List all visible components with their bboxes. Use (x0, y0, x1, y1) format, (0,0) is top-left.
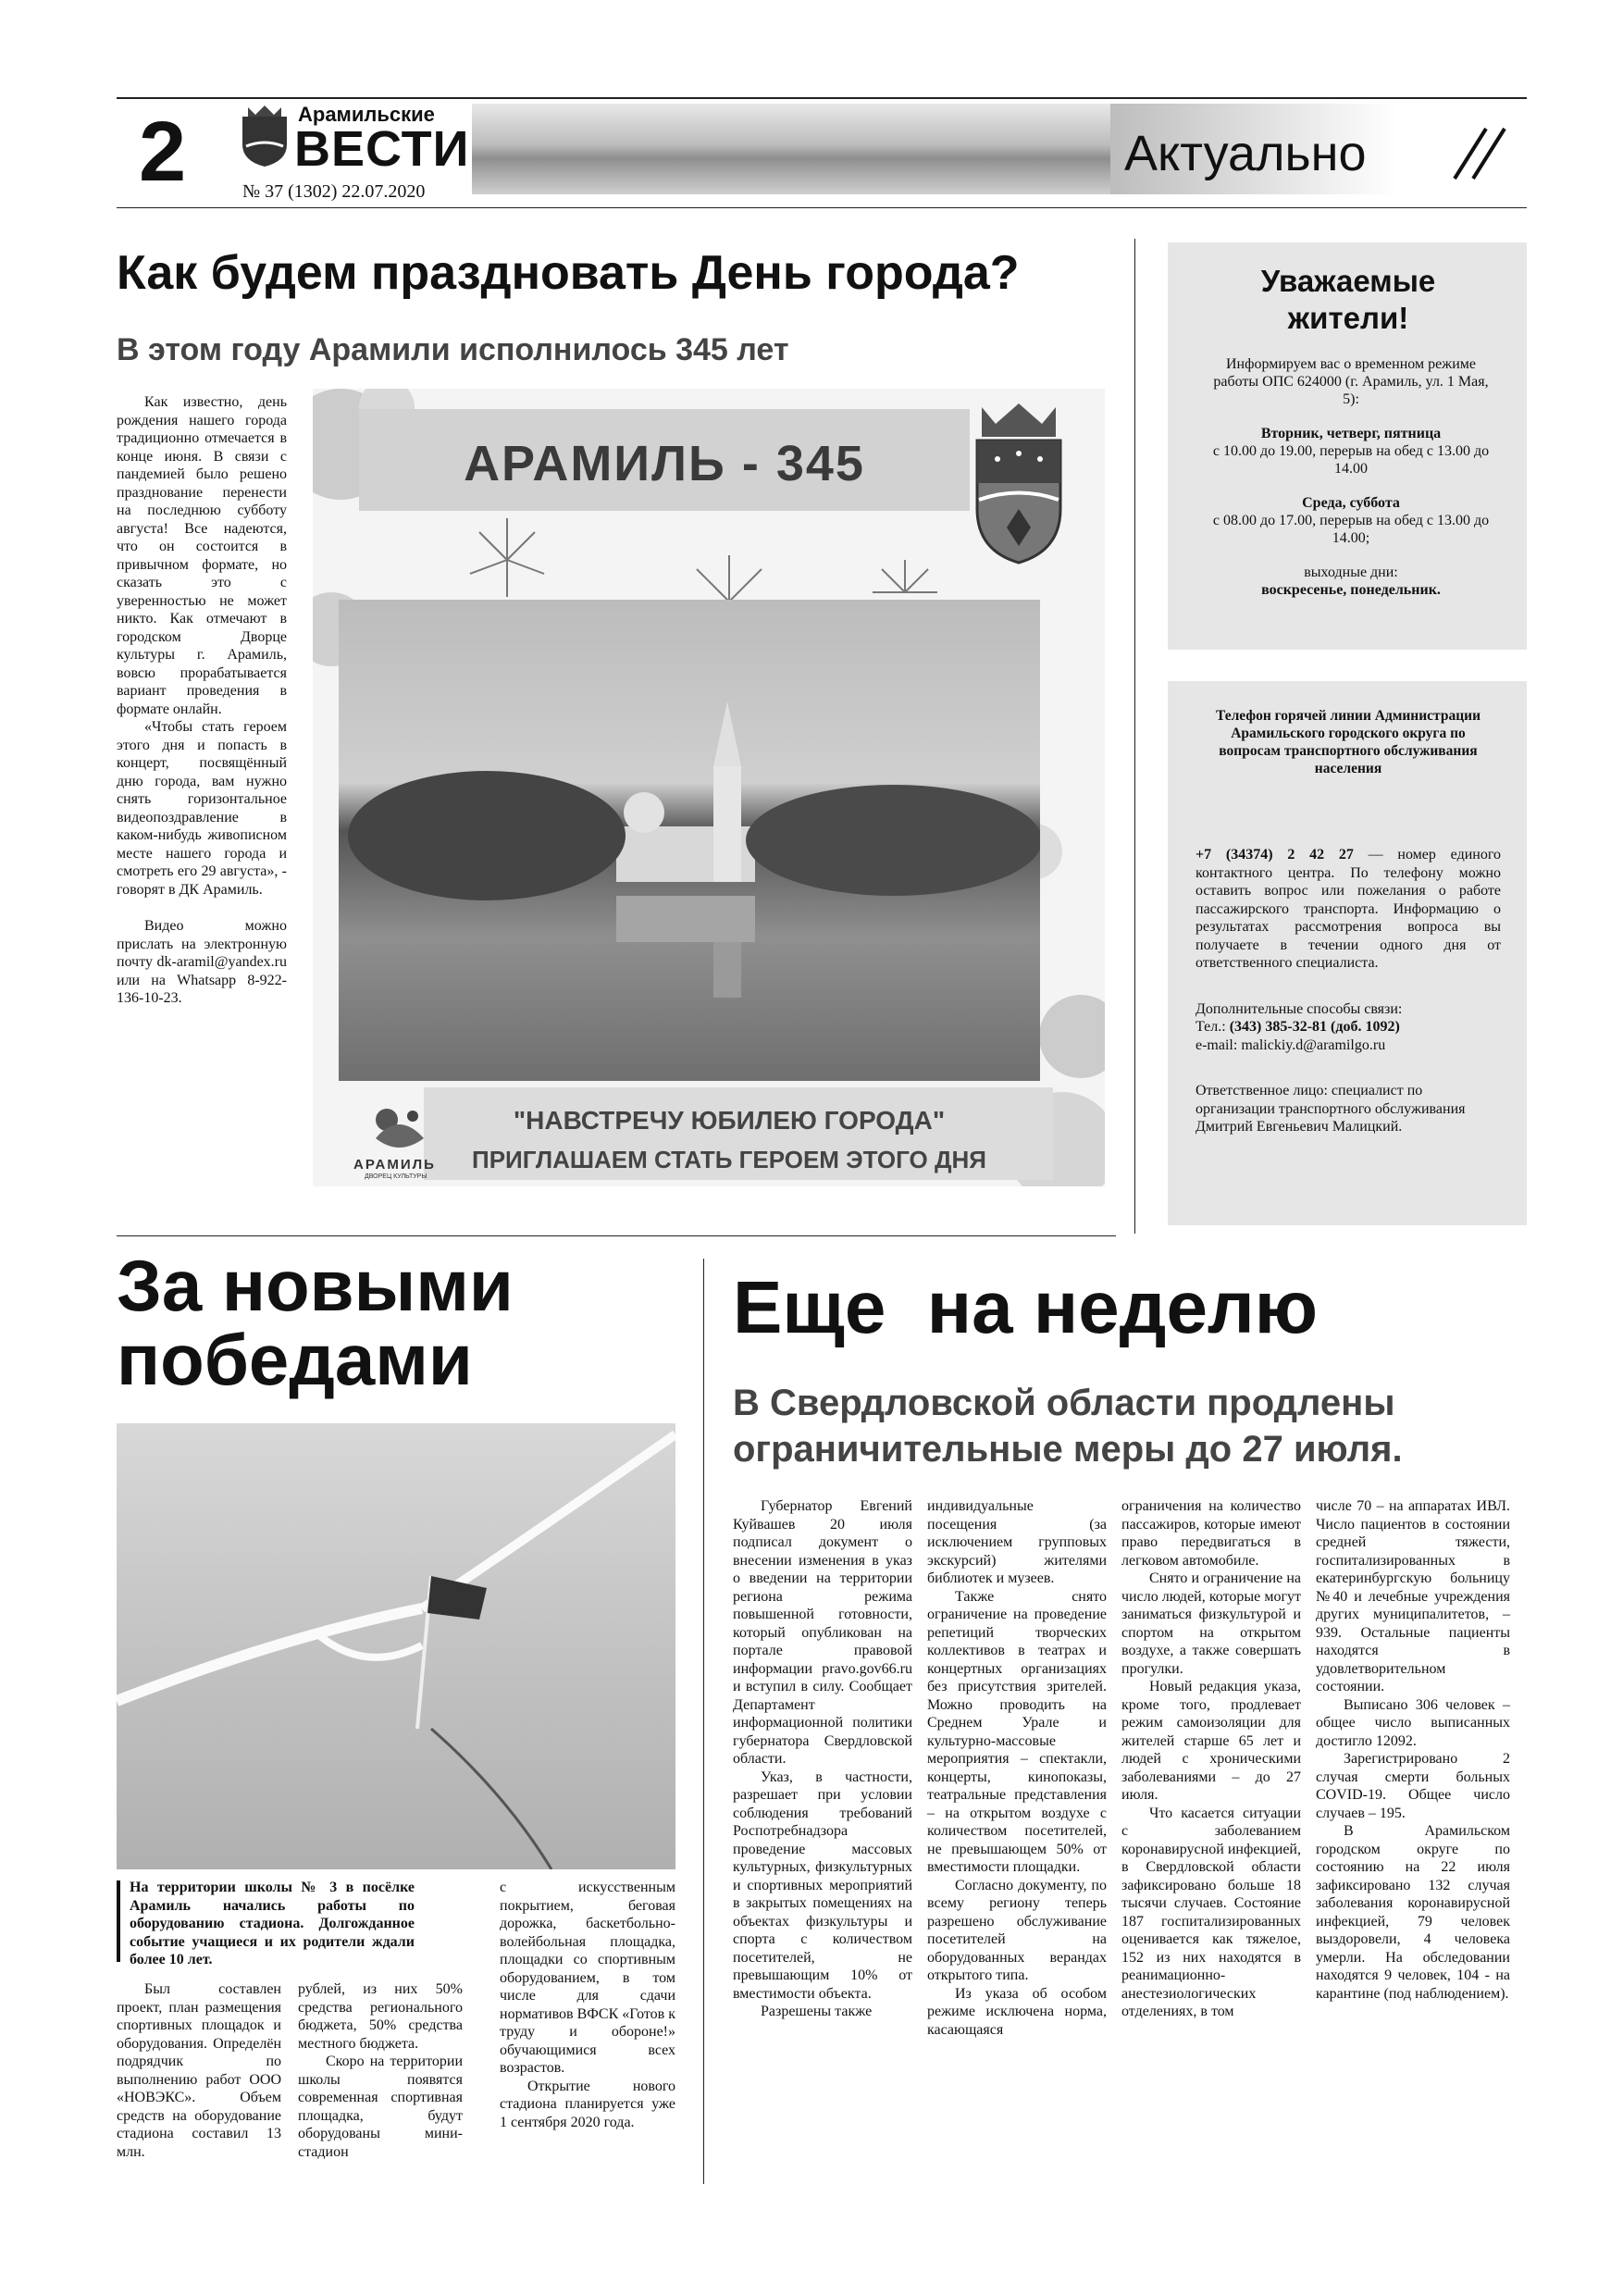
notice-hours2: с 08.00 до 17.00, перерыв на обед с 13.00 до 14.00; (1212, 513, 1490, 546)
paragraph: «Чтобы стать героем этого дня и попасть в концерт, посвящённый дню города, вам нужно снять горизонтальное видеопоздравление в каком-нибудь живописном месте нашего города и смотреть его 29 августа», - говорят в ДК Арамиль. (117, 719, 287, 898)
column-divider (1134, 239, 1135, 1234)
paragraph: числе 70 – на аппаратах ИВЛ. Число пациентов в состоянии средней тяжести, госпитализированных в екатеринбургскую больницу №40 и лечебные учреждения других муниципалитетов, – 939. Остальные пациенты находятся в удовлетворительном состоянии. (1316, 1498, 1510, 1694)
notice-intro: Информируем вас о временном режиме работы ОПС 624000 (г. Арамиль, ул. 1 Мая, 5): (1213, 356, 1489, 407)
palace-of-culture-logo-icon (366, 1101, 431, 1157)
paragraph: Как известно, день рождения нашего города традиционно отмечается в конце июня. В связи с пандемией было решено празднование перенести на последнюю субботу августа! Все надеются, что он состоится в привычном формате, но сказать это с уверенностью не может никто. Как отмечают в городском Дворце культуры г. Арамиль, вовсю прорабатывается вариант проведения в формате онлайн. (117, 394, 287, 717)
paragraph: с искусственным покрытием, беговая дорожка, баскетбольно-волейбольная площадка, площадки со спортивным оборудованием, в том числе для сдачи нормативов ВФСК «Готов к труду и обороне!» обучающимися всех возрастов. (500, 1880, 675, 2076)
article3-subtitle-line2: ограничительные меры до 27 июля. (733, 1429, 1403, 1470)
article1-title: Как будем праздновать День города? (117, 246, 1020, 300)
paragraph: Согласно документу, по всему региону теперь разрешено обслуживание посетителей на оборудованных верандах открытого типа. (927, 1877, 1107, 1983)
article2-col2 (298, 1980, 463, 2161)
article3-subtitle-line1: В Свердловской области продлены (733, 1383, 1395, 1423)
poster-logo-name: АРАМИЛЬ (353, 1157, 436, 1173)
lead-bar (117, 1880, 120, 1962)
header-photo-strip (472, 104, 1110, 194)
notice-hours1: с 10.00 до 19.00, перерыв на обед с 13.00 до 14.00 (1212, 443, 1490, 477)
paragraph: Указ, в частности, разрешает при условии соблюдения требований Роспотребнадзора проведение массовых культурных, физкультурных и спортивных мероприятий в закрытых помещениях на объектах физкультуры и спорта с количеством посетителей, не превышающим 10% от вместимости объекта. (733, 1769, 912, 2002)
poster-line1: "НАВСТРЕЧУ ЮБИЛЕЮ ГОРОДА" (513, 1106, 946, 1135)
article3-col2 (927, 1497, 1107, 2039)
hotline-email: e-mail: malickiy.d@aramilgo.ru (1196, 1036, 1386, 1053)
header-top-rule (117, 97, 1527, 99)
column-divider-2 (703, 1259, 704, 2184)
paragraph: рублей, из них 50% средства регионального бюджета, 50% средства местного бюджета. (298, 1981, 463, 2052)
article3-title: Еще на неделю (733, 1266, 1319, 1348)
hotline-title: Телефон горячей линии Администрации Арамильского городского округа по вопросам транспортного обслуживания населения (1215, 708, 1481, 776)
hotline-phone: +7 (34374) 2 42 27 (1196, 847, 1354, 863)
article3-col4 (1316, 1497, 1510, 2003)
paragraph: Был составлен проект, план размещения спортивных площадок и оборудования. Определён подрядчик по выполнению работ ООО «НОВЭКС». Объем средств на оборудование стадиона составил 13 млн. (117, 1981, 281, 2160)
poster-line2: ПРИГЛАШАЕМ СТАТЬ ГЕРОЕМ ЭТОГО ДНЯ (472, 1146, 986, 1173)
city-crest-icon (239, 104, 291, 168)
article1-body (117, 393, 287, 1008)
notice-days1: Вторник, четверг, пятница (1260, 426, 1442, 441)
poster (313, 389, 1105, 1186)
notice-off-days: воскресенье, понедельник. (1261, 582, 1441, 598)
paragraph: Открытие нового стадиона планируется уже 1 сентября 2020 года. (500, 2078, 675, 2130)
notice-days2: Среда, суббота (1302, 495, 1400, 511)
poster-logo-sub: ДВОРЕЦ КУЛЬТУРЫ (365, 1173, 427, 1180)
paragraph: Выписано 306 человек – общее число выписанных достигло 12092. (1316, 1696, 1510, 1749)
poster-title: АРАМИЛЬ - 345 (464, 436, 865, 491)
paragraph: Снято и ограничение на число людей, которые могут заниматься физкультурой и спортом на открытом воздухе, а также совершать прогулки. (1121, 1570, 1301, 1677)
page-number: 2 (139, 105, 187, 199)
article2-title-line1: За новыми (117, 1245, 514, 1326)
paragraph: ограничения на количество пассажиров, которые имеют право передвигаться в легковом автомобиле. (1121, 1498, 1301, 1569)
issue-info: № 37 (1302) 22.07.2020 (242, 181, 426, 202)
paragraph: Что касается ситуации с заболеванием коронавирусной инфекцией, в Свердловской области зафиксировано больше 18 тысячи случаев. Состояние 187 госпитализированных оценивается как тяжелое, 152 из них находятся в реанимационно-анестезиологических отделениях, в том (1121, 1805, 1301, 2019)
notice-title: Уважаемые жители! (1260, 264, 1436, 335)
article2-title-line2: победами (117, 1319, 473, 1400)
notice-off-label: выходные дни: (1304, 565, 1398, 580)
article3-col3 (1121, 1497, 1301, 2021)
hotline-tel: (343) 385-32-81 (доб. 1092) (1229, 1019, 1400, 1035)
section-title: Актуально (1124, 126, 1367, 181)
slash-ornament-icon (1445, 125, 1510, 180)
article2-col1 (117, 1980, 281, 2161)
paper-name-main: ВЕСТИ (294, 121, 470, 177)
article1-subtitle: В этом году Арамили исполнилось 345 лет (117, 332, 789, 367)
hotline-phone-text: — номер единого контактного центра. По телефону можно оставить вопрос или пожелания о работе пассажирского транспорта. Информацию о результатах рассмотрения вопроса вы получаете в течении одного дня от ответственного специалиста. (1196, 847, 1501, 971)
paper-name-top: Арамильские (298, 103, 435, 126)
hotline-box (1168, 681, 1527, 1225)
paragraph: Разрешены также (761, 2004, 873, 2019)
notice-box (1168, 242, 1527, 650)
article3-col1 (733, 1497, 912, 2021)
section-rule (117, 1235, 1116, 1236)
article2-lead: На территории школы № 3 в посёлке Арамиль начались работы по оборудованию стадиона. Долгожданное событие учащиеся и их родители ждали более 10 лет. (130, 1880, 415, 1967)
article2-col3 (500, 1879, 675, 2131)
hotline-body (1196, 846, 1501, 1136)
aramil-coat-of-arms-icon (968, 398, 1070, 566)
hotline-tel-label: Тел.: (1196, 1019, 1230, 1035)
hotline-responsible: Ответственное лицо: специалист по организации транспортного обслуживания Дмитрий Евгеньевич Малицкий. (1196, 1083, 1466, 1135)
hotline-extra-label: Дополнительные способы связи: (1196, 1000, 1403, 1017)
paragraph: Видео можно прислать на электронную почту dk-aramil@yandex.ru или на Whatsapp 8-922-136-10-23. (117, 918, 287, 1006)
notice-text (1212, 355, 1490, 599)
church-lake-photo (339, 600, 1040, 1081)
paragraph: Также снято ограничение на проведение репетиций творческих коллективов в театрах и концертных организациях без присутствия зрителей. Можно проводить на Среднем Урале и культурно-массовые мероприятия – спектакли, концерты, кинопоказы, театральные представления – на открытом воздухе с количеством посетителей, не превышающем 50% от вместимости площадки. (927, 1588, 1107, 1875)
paragraph: Зарегистрировано 2 случая смерти больных COVID-19. Общее число случаев – 195. (1316, 1751, 1510, 1821)
paragraph: В Арамильском городском округе по состоянию на 22 июля зафиксировано 132 случая заболевания коронавирусной инфекцией, 79 человек выздоровели, 4 человека умерли. На обследовании находятся 9 человек, 104 - на карантине (под наблюдением). (1316, 1823, 1510, 2002)
header-bottom-rule (117, 207, 1527, 208)
paragraph: Губернатор Евгений Куйвашев 20 июля подписал документ о внесении изменения в указ о введении на территории региона режима повышенной готовности, который опубликован на портале правовой информации pravo.gov66.ru и вступил в силу. Сообщает Департамент информационной политики губернатора Свердловской области. (733, 1498, 912, 1767)
paragraph: Новый редакция указа, кроме того, продлевает режим самоизоляции для жителей старше 65 лет и людей с хроническими заболеваниями – до 27 июля. (1121, 1679, 1301, 1803)
paragraph: Из указа об особом режиме исключена норма, касающаяся (927, 1985, 1107, 2038)
paragraph: Скоро на территории школы появятся современная спортивная площадка, будут оборудованы мини-стадион (298, 2054, 463, 2160)
football-field-photo (117, 1423, 675, 1869)
paragraph: индивидуальные посещения (за исключением групповых экскурсий) жителями библиотек и музеев. (927, 1498, 1107, 1586)
